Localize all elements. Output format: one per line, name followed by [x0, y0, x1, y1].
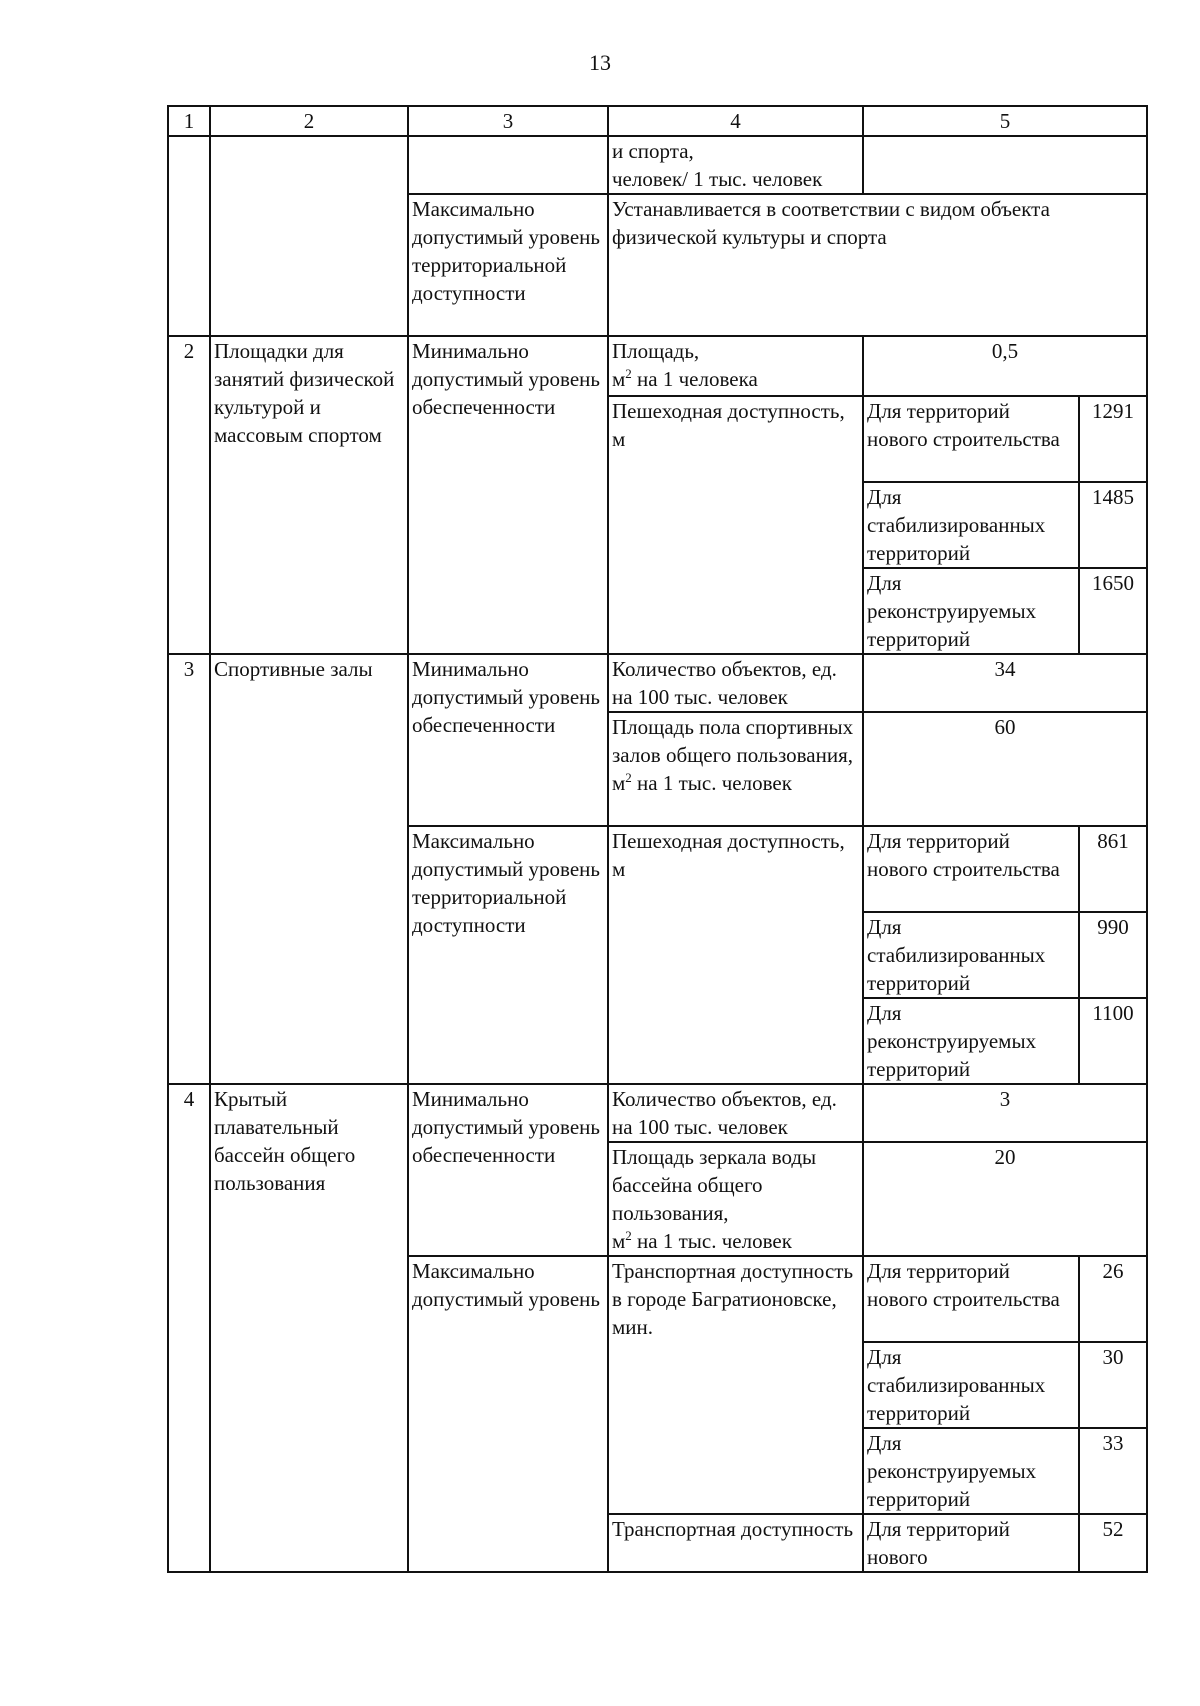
level-cell: Минимально допустимый уровень обеспеченности	[408, 336, 608, 654]
indicator-cell: Количество объектов, ед. на 100 тыс. человек	[608, 1084, 863, 1142]
indicator-unit: $м^2$ на 1 тыс. человек	[612, 770, 792, 795]
indicator-tail: и спорта,	[612, 139, 694, 163]
territory-value: 52	[1079, 1514, 1147, 1572]
territory-value: 1485	[1079, 482, 1147, 568]
level-cell: Минимально допустимый уровень обеспеченности	[408, 1084, 608, 1256]
level-cell: Максимально допустимый уровень территориальной доступности	[408, 194, 608, 336]
indicator-cell: Транспортная доступность	[608, 1514, 863, 1572]
level-cell: Максимально допустимый уровень территориальной доступности	[408, 826, 608, 1084]
row-number: 4	[168, 1084, 210, 1572]
header-row	[168, 106, 1147, 136]
territory-value: 1291	[1079, 396, 1147, 482]
indicator-cell	[608, 712, 863, 826]
indicator-cell: Пешеходная доступность, м	[608, 826, 863, 1084]
header-col-2: 2	[210, 106, 408, 136]
indicator-label: Площадь зеркала воды бассейна общего пользования,	[612, 1145, 817, 1225]
header-col-5: 5	[863, 106, 1147, 136]
table-row	[168, 136, 1147, 194]
indicator-cell	[608, 136, 863, 194]
table-row	[168, 654, 1147, 712]
indicator-unit: $м^2$ на 1 человека	[612, 366, 758, 391]
indicator-cell	[608, 336, 863, 396]
indicator-unit: $м^2$ на 1 тыс. человек	[612, 1228, 792, 1253]
territory-type: Для стабилизированных территорий	[863, 482, 1079, 568]
territory-type: Для стабилизированных территорий	[863, 1342, 1079, 1428]
object-name: Спортивные залы	[210, 654, 408, 1084]
territory-type: Для реконструируемых территорий	[863, 998, 1079, 1084]
level-cell: Максимально допустимый уровень	[408, 1256, 608, 1572]
territory-type: Для территорий нового строительства	[863, 826, 1079, 912]
indicator-cell	[608, 1142, 863, 1256]
territory-value: 26	[1079, 1256, 1147, 1342]
object-name: Крытый плавательный бассейн общего пользования	[210, 1084, 408, 1572]
territory-type: Для реконструируемых территорий	[863, 1428, 1079, 1514]
territory-type: Для территорий нового	[863, 1514, 1079, 1572]
indicator-cell: Количество объектов, ед. на 100 тыс. человек	[608, 654, 863, 712]
territory-value: 861	[1079, 826, 1147, 912]
level-cell: Минимально допустимый уровень обеспеченности	[408, 654, 608, 826]
header-col-4: 4	[608, 106, 863, 136]
value-cell: 3	[863, 1084, 1147, 1142]
territory-type: Для реконструируемых территорий	[863, 568, 1079, 654]
row-number: 3	[168, 654, 210, 1084]
territory-type: Для территорий нового строительства	[863, 1256, 1079, 1342]
table-row	[168, 1084, 1147, 1142]
territory-type: Для территорий нового строительства	[863, 396, 1079, 482]
territory-type: Для стабилизированных территорий	[863, 912, 1079, 998]
header-col-1: 1	[168, 106, 210, 136]
header-col-3: 3	[408, 106, 608, 136]
object-name: Площадки для занятий физической культурой и массовым спортом	[210, 336, 408, 654]
cell-empty	[210, 136, 408, 336]
page-number: 13	[589, 50, 611, 75]
territory-value: 1100	[1079, 998, 1147, 1084]
territory-value: 30	[1079, 1342, 1147, 1428]
value-cell: 60	[863, 712, 1147, 826]
cell-empty	[863, 136, 1147, 194]
value-cell: 0,5	[863, 336, 1147, 396]
norms-table	[167, 105, 1148, 1573]
territory-value: 990	[1079, 912, 1147, 998]
indicator-unit: человек/ 1 тыс. человек	[612, 167, 823, 191]
table-row	[168, 336, 1147, 396]
territory-value: 33	[1079, 1428, 1147, 1514]
value-cell: 34	[863, 654, 1147, 712]
territory-value: 1650	[1079, 568, 1147, 654]
value-cell: 20	[863, 1142, 1147, 1256]
row-number: 2	[168, 336, 210, 654]
cell-empty	[168, 136, 210, 336]
indicator-cell: Транспортная доступность в городе Багратионовске, мин.	[608, 1256, 863, 1514]
indicator-label: Площадь,	[612, 339, 700, 363]
value-cell: Устанавливается в соответствии с видом объекта физической культуры и спорта	[608, 194, 1147, 336]
indicator-label: Площадь пола спортивных залов общего пользования,	[612, 715, 854, 767]
indicator-cell: Пешеходная доступность, м	[608, 396, 863, 654]
cell-empty	[408, 136, 608, 194]
